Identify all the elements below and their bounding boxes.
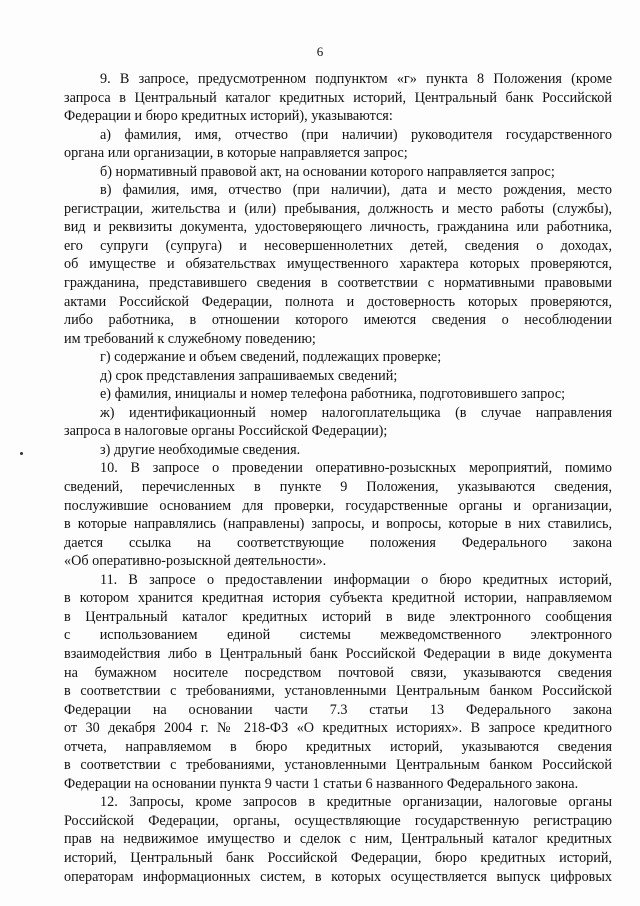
text-line: в которые направлялись (направлены) запросы, и вопросы, которые в них ставились, xyxy=(64,516,612,533)
text-line: от 30 декабря 2004 г. № 218-ФЗ «О кредитных историях». В запросе кредитного xyxy=(64,720,612,737)
text-line: послужившие основанием для проверки, государственные органы и организации, xyxy=(64,497,612,514)
page-number: 6 xyxy=(316,44,324,59)
text-line: в) фамилия, имя, отчество (при наличии), дата и место рождения, место xyxy=(100,182,612,199)
text-line: историй, Центральный банк Российской Федерации, бюро кредитных историй, xyxy=(64,849,612,866)
text-line: е) фамилия, инициалы и номер телефона работника, подготовившего запрос; xyxy=(100,386,566,403)
text-line: д) срок представления запрашиваемых сведений; xyxy=(100,367,398,384)
text-line: об имуществе и обязательствах имущественного характера которых проверяются, xyxy=(64,256,612,273)
text-line: на бумажном носителе посредством почтовой связи, указываются сведения xyxy=(64,664,612,681)
text-line: б) нормативный правовой акт, на основании которого направляется запрос; xyxy=(100,163,555,180)
text-line: а) фамилия, имя, отчество (при наличии) руководителя государственного xyxy=(100,126,612,143)
text-line: Федерации на основании пункта 9 части 1 статьи 6 названного Федерального закона. xyxy=(64,775,579,792)
text-line: регистрации, жительства и (или) пребывания, должность и место работы (службы), xyxy=(64,200,612,217)
text-line: актами Российской Федерации, полнота и достоверность которых проверяются, xyxy=(64,293,612,310)
text-line: Федерации и бюро кредитных историй), указываются: xyxy=(64,108,393,125)
text-line: Российской Федерации, органы, осуществляющие государственную регистрацию xyxy=(64,812,612,829)
text-line: его супруги (супруга) и несовершеннолетних детей, сведения о доходах, xyxy=(64,237,612,254)
text-line: либо работника, в отношении которого имеются сведения о несоблюдении xyxy=(64,312,612,329)
text-line: операторам информационных систем, в которых осуществляется выпуск цифровых xyxy=(64,868,612,885)
text-line: гражданина, представившего сведения в соответствии с нормативными правовыми xyxy=(64,275,612,292)
text-line: 11. В запросе о предоставлении информации о бюро кредитных историй, xyxy=(100,571,612,588)
document-body xyxy=(64,70,612,886)
text-line: запроса в Центральный каталог кредитных историй, Центральный банк Российской xyxy=(64,89,612,106)
text-line: в Центральный каталог кредитных историй в виде электронного сообщения xyxy=(64,608,612,625)
text-line: 10. В запросе о проведении оперативно-розыскных мероприятий, помимо xyxy=(100,460,612,477)
text-line: в соответствии с требованиями, установленными Центральным банком Российской xyxy=(64,757,612,774)
text-line: отчета, направляемом в бюро кредитных историй, указываются сведения xyxy=(64,738,612,755)
text-line: с использованием единой системы межведомственного электронного xyxy=(64,627,612,644)
text-line: запроса в налоговые органы Российской Федерации); xyxy=(64,423,388,440)
text-line: дается ссылка на соответствующие положения Федерального закона xyxy=(64,534,612,551)
text-line: з) другие необходимые сведения. xyxy=(100,441,301,458)
text-line: им требований к служебному поведению; xyxy=(64,330,316,347)
text-line: прав на недвижимое имущество и сделок с ним, Центральный каталог кредитных xyxy=(64,831,612,848)
text-line: вид и реквизиты документа, удостоверяющего личность, гражданина или работника, xyxy=(64,219,612,236)
text-line: в соответствии с требованиями, установленными Центральным банком Российской xyxy=(64,683,612,700)
margin-dot xyxy=(20,452,23,455)
text-line: органа или организации, в которые направляется запрос; xyxy=(64,145,408,162)
text-line: «Об оперативно-розыскной деятельности». xyxy=(64,553,327,570)
text-line: Федерации на основании части 7.3 статьи 13 Федерального закона xyxy=(64,701,612,718)
text-line: сведений, перечисленных в пункте 9 Положения, указываются сведения, xyxy=(64,479,612,496)
text-line: г) содержание и объем сведений, подлежащих проверке; xyxy=(100,349,442,366)
text-line: 9. В запросе, предусмотренном подпунктом «г» пункта 8 Положения (кроме xyxy=(100,71,612,87)
text-line: 12. Запросы, кроме запросов в кредитные организации, налоговые органы xyxy=(100,794,612,811)
text-line: взаимодействия либо в Центральный банк Российской Федерации в виде документа xyxy=(64,645,612,662)
text-line: ж) идентификационный номер налогоплательщика (в случае направления xyxy=(100,404,612,421)
text-line: в котором хранится кредитная история субъекта кредитной истории, направляемом xyxy=(64,590,612,607)
